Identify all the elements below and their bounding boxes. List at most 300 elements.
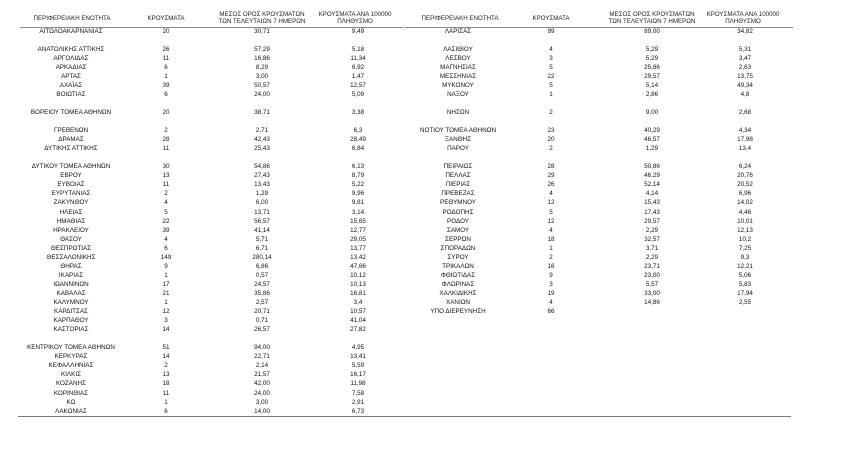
table-row [0, 108, 855, 117]
per100k-cell: 4,34 [738, 127, 752, 135]
per100k-cell: 2,55 [738, 299, 752, 306]
region-cell: ΛΑΣΙΘΙΟΥ [443, 45, 473, 53]
per100k-cell: 2,91 [351, 398, 365, 406]
region-cell: ΦΛΩΡΙΝΑΣ [441, 280, 475, 288]
per100k-cell: 5,22 [351, 181, 365, 189]
avg-cell: 35,86 [254, 289, 270, 297]
header-region-left: ΠΕΡΙΦΕΡΕΙΑΚΗ ΕΝΟΤΗΤΑ [33, 14, 111, 22]
per100k-cell: 28,49 [350, 136, 366, 144]
region-cell: ΚΑΡΠΑΘΟΥ [53, 317, 89, 325]
cases-cell: 28 [547, 163, 555, 171]
header-per100k-line2: ΠΛΗΘΥΣΜΟ [725, 18, 761, 25]
table-bottom-rule [18, 416, 791, 417]
region-cell: ΘΕΣΠΡΩΤΙΑΣ [50, 244, 92, 252]
avg-cell: 52,14 [644, 181, 660, 189]
region-cell: ΚΕΡΚΥΡΑΣ [54, 353, 88, 361]
avg-cell: 21,57 [254, 371, 270, 379]
avg-cell: 46,57 [644, 136, 660, 144]
avg-cell: 94,00 [254, 344, 270, 352]
per100k-cell: 8,79 [351, 172, 365, 180]
region-cell: ΔΡΑΜΑΣ [58, 136, 84, 144]
per100k-cell: 6,3 [353, 127, 363, 135]
per100k-cell: 9,3 [740, 253, 750, 261]
header-avg-line1: ΜΕΣΟΣ ΟΡΟΣ ΚΡΟΥΣΜΑΤΩΝ [609, 11, 695, 18]
avg-cell: 27,43 [254, 172, 270, 180]
avg-cell: 20,71 [254, 308, 270, 316]
table-row [0, 398, 855, 407]
region-cell: ΠΕΛΛΑΣ [445, 172, 471, 180]
avg-cell: 280,14 [252, 253, 272, 261]
table-row [0, 27, 855, 36]
per100k-cell: 9,96 [351, 190, 365, 198]
cases-cell: 20 [162, 27, 170, 35]
per100k-cell: 2,63 [738, 63, 752, 71]
region-cell: ΛΑΡΙΣΑΣ [444, 27, 472, 35]
avg-cell: 56,57 [254, 217, 270, 225]
cases-cell: 4 [549, 190, 553, 198]
avg-cell: 42,43 [254, 136, 270, 144]
per100k-cell: 4,46 [738, 208, 752, 216]
region-cell: ΡΟΔΟΠΗΣ [442, 208, 474, 216]
per100k-cell: 12,77 [350, 226, 366, 234]
cases-cell: 22 [162, 217, 170, 225]
region-cell: ΚΑΣΤΟΡΙΑΣ [53, 326, 89, 334]
avg-cell: 16,86 [254, 54, 270, 62]
region-cell: ΛΑΚΩΝΙΑΣ [55, 407, 87, 415]
region-cell: ΑΙΤΩΛΟΑΚΑΡΝΑΝΙΑΣ [39, 27, 103, 35]
cases-cell: 9 [549, 271, 553, 279]
cases-cell: 14 [162, 353, 170, 361]
avg-cell: 57,29 [254, 45, 270, 53]
cases-cell: 5 [549, 81, 553, 89]
cases-cell: 12 [547, 199, 555, 207]
cases-cell: 5 [549, 208, 553, 216]
region-cell: ΣΕΡΡΩΝ [445, 235, 471, 243]
avg-cell: 33,00 [644, 289, 660, 297]
region-cell: ΡΕΘΥΜΝΟΥ [440, 199, 476, 207]
table-row [0, 54, 855, 63]
per100k-cell: 6,13 [351, 163, 365, 171]
region-cell: ΤΡΙΚΑΛΩΝ [442, 262, 474, 270]
header-region-right: ΠΕΡΙΦΕΡΕΙΑΚΗ ΕΝΟΤΗΤΑ [421, 14, 499, 22]
header-per100k-left [310, 8, 400, 28]
region-cell: ΑΧΑΪΑΣ [59, 81, 83, 89]
cases-cell: 4 [164, 235, 168, 243]
avg-cell: 24,57 [254, 280, 270, 288]
region-cell: ΠΡΕΒΕΖΑΣ [441, 190, 475, 198]
region-cell: ΚΑΡΔΙΤΣΑΣ [54, 308, 88, 316]
per100k-cell: 41,04 [350, 317, 366, 325]
region-cell: ΠΙΕΡΙΑΣ [445, 181, 471, 189]
avg-cell: 9,00 [645, 108, 659, 116]
avg-cell: 13,71 [254, 208, 270, 216]
table-row [0, 298, 855, 307]
region-cell: ΡΟΔΟΥ [447, 217, 469, 225]
avg-cell: 46,29 [644, 172, 660, 180]
avg-cell: 5,71 [255, 235, 269, 243]
region-cell: ΣΥΡΟΥ [447, 253, 469, 261]
cases-cell: 23 [547, 127, 555, 135]
per100k-cell: 3,47 [738, 54, 752, 62]
avg-cell: 30,71 [254, 27, 270, 35]
per100k-cell: 13,4 [738, 145, 752, 153]
avg-cell: 5,14 [645, 81, 659, 89]
table-row [0, 361, 855, 370]
table-row [0, 217, 855, 226]
per100k-cell: 3,38 [351, 108, 365, 116]
cases-cell: 1 [164, 72, 168, 80]
avg-cell: 2,29 [645, 226, 659, 234]
cases-cell: 16 [547, 262, 555, 270]
region-cell: ΝΑΞΟΥ [447, 90, 469, 98]
table-row [0, 253, 855, 262]
region-cell: ΜΥΚΟΝΟΥ [442, 81, 474, 89]
per100k-cell: 12,21 [737, 262, 753, 270]
table-row [0, 180, 855, 189]
per100k-cell: 14,02 [737, 199, 753, 207]
cases-cell: 2 [549, 108, 553, 116]
region-cell: ΕΥΒΟΙΑΣ [57, 181, 85, 189]
per100k-cell: 16,81 [350, 289, 366, 297]
avg-cell: 24,00 [254, 90, 270, 98]
cases-cell: 21 [162, 289, 170, 297]
cases-cell: 17 [162, 280, 170, 288]
per100k-cell: 10,2 [738, 235, 752, 243]
avg-cell: 29,57 [644, 217, 660, 225]
avg-cell: 14,00 [254, 407, 270, 415]
region-cell: ΑΡΓΟΛΙΔΑΣ [53, 54, 89, 62]
avg-cell: 40,29 [644, 127, 660, 135]
cases-cell: 1 [549, 90, 553, 98]
cases-cell: 11 [162, 181, 170, 189]
header-avg-line2: ΤΩΝ ΤΕΛΕΥΤΑΙΩΝ 7 ΗΜΕΡΩΝ [218, 18, 306, 25]
table-row [0, 235, 855, 244]
avg-cell: 5,57 [645, 280, 659, 288]
cases-cell: 6 [164, 63, 168, 71]
per100k-cell: 11,98 [350, 380, 366, 388]
table-row [0, 343, 855, 352]
region-cell: ΜΕΣΣΗΝΙΑΣ [439, 72, 477, 80]
region-cell: ΘΗΡΑΣ [60, 262, 82, 270]
cases-cell: 26 [547, 181, 555, 189]
cases-cell: 51 [162, 344, 170, 352]
avg-cell: 0,57 [255, 271, 269, 279]
per100k-cell: 20,76 [737, 172, 753, 180]
region-cell: ΚΑΛΥΜΝΟΥ [53, 299, 89, 306]
per100k-cell: 6,92 [351, 63, 365, 71]
region-cell: ΜΑΓΝΗΣΙΑΣ [440, 63, 476, 71]
per100k-cell: 16,17 [350, 371, 366, 379]
cases-cell: 12 [547, 217, 555, 225]
table-row [0, 198, 855, 207]
cases-cell: 18 [162, 380, 170, 388]
table-row [0, 90, 855, 99]
cases-cell: 3 [164, 317, 168, 325]
header-per100k-line1: ΚΡΟΥΣΜΑΤΑ ΑΝΑ 100000 [318, 11, 392, 18]
per100k-cell: 5,83 [738, 280, 752, 288]
per100k-cell: 12,13 [737, 226, 753, 234]
avg-cell: 0,71 [255, 317, 269, 325]
per100k-cell: 12,57 [350, 81, 366, 89]
region-cell: ΖΑΚΥΝΘΟΥ [53, 199, 89, 207]
cases-cell: 6 [164, 90, 168, 98]
cases-cell: 4 [549, 226, 553, 234]
avg-cell: 15,43 [644, 199, 660, 207]
header-per100k-line1: ΚΡΟΥΣΜΑΤΑ ΑΝΑ 100000 [706, 11, 780, 18]
region-cell: ΞΑΝΘΗΣ [444, 136, 472, 144]
per100k-cell: 5,06 [738, 271, 752, 279]
header-cases-left: ΚΡΟΥΣΜΑΤΑ [147, 14, 185, 22]
table-row [0, 189, 855, 198]
region-cell: ΣΑΜΟΥ [446, 226, 470, 234]
header-avg-left [208, 8, 316, 28]
cases-cell: 149 [160, 253, 172, 261]
per100k-cell: 6,73 [351, 407, 365, 415]
cases-cell: 4 [549, 299, 553, 306]
per100k-cell: 5,31 [738, 45, 752, 53]
avg-cell: 23,00 [644, 271, 660, 279]
per100k-cell: 34,82 [737, 27, 753, 35]
per100k-cell: 17,94 [737, 289, 753, 297]
per100k-cell: 10,01 [737, 217, 753, 225]
cases-cell: 19 [547, 289, 555, 297]
per100k-cell: 47,66 [350, 262, 366, 270]
region-cell: ΚΑΒΑΛΑΣ [56, 289, 86, 297]
table-row [0, 325, 855, 334]
region-cell: ΓΡΕΒΕΝΩΝ [53, 127, 89, 135]
cases-cell: 1 [164, 271, 168, 279]
avg-cell: 2,71 [255, 127, 269, 135]
avg-cell: 25,86 [644, 63, 660, 71]
region-cell: ΙΚΑΡΙΑΣ [58, 271, 84, 279]
region-cell: ΗΡΑΚΛΕΙΟΥ [53, 226, 89, 234]
per100k-cell: 6,96 [738, 190, 752, 198]
cases-cell: 6 [164, 407, 168, 415]
avg-cell: 24,00 [254, 389, 270, 397]
table-row [0, 271, 855, 280]
region-cell: ΥΠΟ ΔΙΕΡΕΥΝΗΣΗ [430, 308, 486, 316]
region-cell: ΛΕΣΒΟΥ [445, 54, 471, 62]
avg-cell: 42,00 [254, 380, 270, 388]
per100k-cell: 5,09 [351, 90, 365, 98]
per100k-cell: 6,84 [351, 145, 365, 153]
avg-cell: 50,57 [254, 81, 270, 89]
cases-cell: 29 [547, 172, 555, 180]
region-cell: ΑΡΚΑΔΙΑΣ [55, 63, 87, 71]
header-avg-line1: ΜΕΣΟΣ ΟΡΟΣ ΚΡΟΥΣΜΑΤΩΝ [219, 11, 305, 18]
region-cell: ΚΕΦΑΛΛΗΝΙΑΣ [48, 362, 94, 370]
header-per100k-line2: ΠΛΗΘΥΣΜΟ [337, 18, 373, 25]
region-cell: ΧΑΛΚΙΔΙΚΗΣ [439, 289, 477, 297]
region-cell: ΕΒΡΟΥ [60, 172, 82, 180]
per100k-cell: 15,65 [350, 217, 366, 225]
avg-cell: 13,43 [254, 181, 270, 189]
avg-cell: 23,71 [644, 262, 660, 270]
per100k-cell: 4,95 [351, 344, 365, 352]
cases-cell: 5 [549, 63, 553, 71]
avg-cell: 5,29 [645, 54, 659, 62]
avg-cell: 25,43 [254, 145, 270, 153]
region-cell: ΦΘΙΩΤΙΔΑΣ [440, 271, 476, 279]
per100k-cell: 11,34 [350, 54, 366, 62]
cases-cell: 4 [549, 45, 553, 53]
table-row [0, 81, 855, 90]
region-cell: ΔΥΤΙΚΗΣ ΑΤΤΙΚΗΣ [44, 145, 98, 153]
per100k-cell: 9,81 [351, 199, 365, 207]
region-cell: ΚΟΡΙΝΘΙΑΣ [53, 389, 89, 397]
region-cell: ΚΩ [66, 398, 76, 406]
table-row [0, 135, 855, 144]
per100k-cell: 5,59 [351, 362, 365, 370]
cases-cell: 14 [162, 326, 170, 334]
table-row [0, 126, 855, 135]
region-cell: ΗΜΑΘΙΑΣ [56, 217, 86, 225]
region-cell: ΠΑΡΟΥ [447, 145, 469, 153]
avg-cell: 3,00 [255, 72, 269, 80]
avg-cell: 22,71 [254, 353, 270, 361]
table-row [0, 379, 855, 388]
avg-cell: 6,86 [255, 262, 269, 270]
cases-cell: 26 [162, 45, 170, 53]
avg-cell: 2,57 [255, 299, 269, 306]
avg-cell: 3,00 [255, 398, 269, 406]
table-row [0, 63, 855, 72]
table-row [0, 389, 855, 398]
table-row [0, 280, 855, 289]
cases-cell: 3 [549, 54, 553, 62]
cases-cell: 20 [547, 136, 555, 144]
region-cell: ΔΥΤΙΚΟΥ ΤΟΜΕΑ ΑΘΗΝΩΝ [31, 163, 111, 171]
cases-cell: 4 [164, 199, 168, 207]
cases-cell: 13 [162, 172, 170, 180]
region-cell: ΑΡΤΑΣ [61, 72, 81, 80]
per100k-cell: 13,77 [350, 244, 366, 252]
cases-cell: 22 [547, 72, 555, 80]
per100k-cell: 13,42 [350, 253, 366, 261]
per100k-cell: 6,24 [738, 163, 752, 171]
per100k-cell: 3,14 [351, 208, 365, 216]
table-row [0, 162, 855, 171]
cases-cell: 2 [164, 362, 168, 370]
region-cell: ΚΟΖΑΝΗΣ [56, 380, 86, 388]
table-row [0, 226, 855, 235]
avg-cell: 2,86 [645, 90, 659, 98]
cases-cell: 2 [164, 190, 168, 198]
avg-cell: 8,29 [255, 63, 269, 71]
table-row [0, 352, 855, 361]
cases-cell: 1 [549, 244, 553, 252]
table-row [0, 370, 855, 379]
cases-cell: 11 [162, 54, 170, 62]
per100k-cell: 9,49 [351, 27, 365, 35]
per100k-cell: 4,8 [740, 90, 750, 98]
cases-cell: 11 [162, 145, 170, 153]
region-cell: ΕΥΡΥΤΑΝΙΑΣ [51, 190, 91, 198]
region-cell: ΑΝΑΤΟΛΙΚΗΣ ΑΤΤΙΚΗΣ [37, 45, 105, 53]
avg-cell: 32,57 [644, 235, 660, 243]
avg-cell: 50,86 [644, 163, 660, 171]
region-cell: ΚΕΝΤΡΙΚΟΥ ΤΟΜΕΑ ΑΘΗΝΩΝ [27, 344, 115, 352]
avg-cell: 5,29 [645, 45, 659, 53]
per100k-cell: 29,05 [350, 235, 366, 243]
cases-cell: 30 [162, 163, 170, 171]
region-cell: ΗΛΕΙΑΣ [59, 208, 83, 216]
cases-cell: 1 [164, 299, 168, 306]
avg-cell: 4,14 [645, 190, 659, 198]
cases-cell: 9 [164, 262, 168, 270]
avg-cell: 6,00 [255, 199, 269, 207]
region-cell: ΙΩΑΝΝΙΝΩΝ [53, 280, 89, 288]
avg-cell: 26,57 [254, 326, 270, 334]
region-cell: ΘΑΣΟΥ [60, 235, 82, 243]
table-row [0, 45, 855, 54]
region-cell: ΘΕΣΣΑΛΟΝΙΚΗΣ [46, 253, 96, 261]
region-cell: ΝΗΣΩΝ [446, 108, 470, 116]
table-row [0, 144, 855, 153]
table-row [0, 262, 855, 271]
cases-cell: 13 [162, 371, 170, 379]
avg-cell: 38,71 [254, 108, 270, 116]
table-row [0, 316, 855, 325]
per100k-cell: 3,4 [353, 299, 363, 306]
table-row [0, 72, 855, 81]
per100k-cell: 1,47 [351, 72, 365, 80]
avg-cell: 89,00 [644, 27, 660, 35]
cases-cell: 2 [164, 127, 168, 135]
avg-cell: 41,14 [254, 226, 270, 234]
avg-cell: 6,71 [255, 244, 269, 252]
cases-cell: 6 [164, 244, 168, 252]
cases-cell: 20 [162, 108, 170, 116]
table-row [0, 407, 855, 416]
per100k-cell: 17,98 [737, 136, 753, 144]
cases-cell: 99 [547, 27, 555, 35]
cases-cell: 12 [162, 308, 170, 316]
avg-cell: 29,57 [644, 72, 660, 80]
cases-cell: 66 [547, 308, 555, 316]
cases-cell: 5 [164, 208, 168, 216]
header-per100k-right [698, 8, 788, 28]
cases-cell: 18 [547, 235, 555, 243]
per100k-cell: 2,68 [738, 108, 752, 116]
region-cell: ΒΟΡΕΙΟΥ ΤΟΜΕΑ ΑΘΗΝΩΝ [30, 108, 112, 116]
avg-cell: 1,29 [645, 145, 659, 153]
cases-cell: 1 [164, 398, 168, 406]
table-row [0, 171, 855, 180]
per100k-cell: 10,13 [350, 280, 366, 288]
avg-cell: 2,14 [255, 362, 269, 370]
table-row [0, 307, 855, 316]
per100k-cell: 10,57 [350, 308, 366, 316]
region-cell: ΧΑΝΙΩΝ [446, 299, 470, 306]
per100k-cell: 7,25 [738, 244, 752, 252]
avg-cell: 17,43 [644, 208, 660, 216]
per100k-cell: 20,52 [737, 181, 753, 189]
region-cell: ΒΟΙΩΤΙΑΣ [56, 90, 86, 98]
avg-cell: 3,71 [645, 244, 659, 252]
header-cases-right: ΚΡΟΥΣΜΑΤΑ [532, 14, 570, 22]
per100k-cell: 27,82 [350, 326, 366, 334]
region-cell: ΚΙΛΚΙΣ [61, 371, 81, 379]
header-avg-right [598, 8, 706, 28]
per100k-cell: 49,34 [737, 81, 753, 89]
cases-cell: 39 [162, 81, 170, 89]
cases-cell: 2 [549, 145, 553, 153]
cases-cell: 28 [162, 136, 170, 144]
avg-cell: 2,29 [645, 253, 659, 261]
per100k-cell: 5,18 [351, 45, 365, 53]
region-cell: ΣΠΟΡΑΔΩΝ [440, 244, 476, 252]
